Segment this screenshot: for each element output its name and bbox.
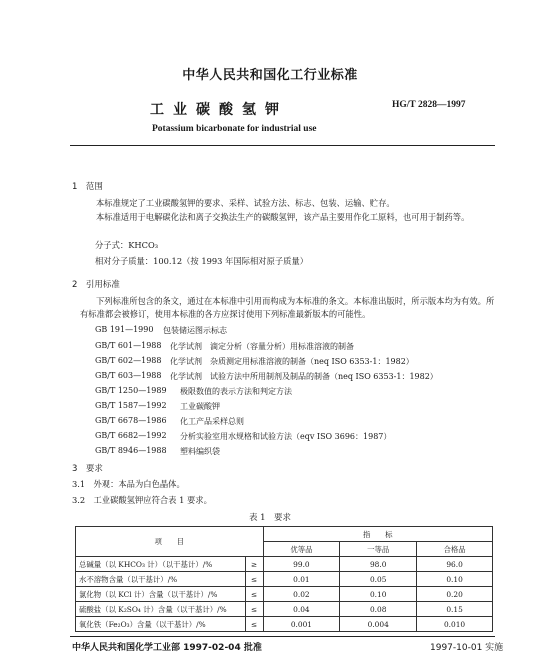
ref-code: GB/T 6678—1986 <box>95 416 167 425</box>
row-operator: ≤ <box>245 587 263 602</box>
section-2-heading: 2 引用标准 <box>72 280 120 290</box>
row-operator: ≥ <box>245 557 263 572</box>
row-value: 0.001 <box>263 617 340 632</box>
section-1-paragraph-2: 本标准适用于电解碳化法和离子交换法生产的碳酸氢钾，该产品主要用作化工原料，也可用于制药等。 <box>96 212 470 222</box>
row-value: 0.05 <box>340 572 417 587</box>
header-rule <box>70 145 495 146</box>
column-header-index: 指 标 <box>263 527 493 542</box>
grade-header: 合格品 <box>417 542 493 557</box>
column-header-item: 项 目 <box>76 527 264 557</box>
ref-title: 化工产品采样总则 <box>180 417 244 426</box>
row-operator: ≤ <box>245 572 263 587</box>
document-title: 工业碳酸氢钾 <box>150 102 288 118</box>
requirement-3-2: 3.2 工业碳酸氢钾应符合表 1 要求。 <box>72 495 212 505</box>
ref-title: 塑料编织袋 <box>180 447 220 456</box>
ref-code: GB/T 602—1988 <box>95 356 162 365</box>
row-value: 0.20 <box>417 587 493 602</box>
row-value: 0.15 <box>417 602 493 617</box>
row-value: 0.10 <box>340 587 417 602</box>
ref-code: GB/T 1250—1989 <box>95 386 167 395</box>
ref-code: GB/T 8946—1988 <box>95 446 167 455</box>
section-1-heading: 1 范围 <box>72 182 103 192</box>
english-title: Potassium bicarbonate for industrial use <box>152 124 317 134</box>
section-2-intro: 下列标准所包含的条文，通过在本标准中引用而构成为本标准的条文。本标准出版时，所示版本均为有效。所有标准都会被修订，使用本标准的各方应探讨使用下列标准最新版本的可能性。 <box>80 296 495 319</box>
requirement-3-1: 3.1 外观：本品为白色晶体。 <box>72 479 185 489</box>
row-value: 0.004 <box>340 617 417 632</box>
requirements-table <box>75 526 493 632</box>
row-operator: ≤ <box>245 617 263 632</box>
standard-code: HG/T 2828—1997 <box>392 100 466 110</box>
ref-code: GB/T 603—1988 <box>95 371 162 380</box>
footer-rule <box>70 636 495 637</box>
table-row <box>76 602 493 617</box>
ref-title: 化学试剂 试验方法中所用制剂及制品的制备（neq ISO 6353-1：1982） <box>170 372 438 381</box>
ref-title: 分析实验室用水规格和试验方法（eqv ISO 3696：1987） <box>180 432 392 441</box>
table-header-row <box>76 527 493 542</box>
ref-title: 包装储运图示标志 <box>163 326 227 335</box>
table-row <box>76 557 493 572</box>
row-value: 0.010 <box>417 617 493 632</box>
section-1-paragraph-1: 本标准规定了工业碳酸氢钾的要求、采样、试验方法、标志、包装、运输、贮存。 <box>96 198 395 208</box>
grade-header: 一等品 <box>340 542 417 557</box>
row-value: 0.04 <box>263 602 340 617</box>
table-row <box>76 617 493 632</box>
row-value: 98.0 <box>340 557 417 572</box>
table-row <box>76 587 493 602</box>
row-value: 96.0 <box>417 557 493 572</box>
ref-title: 化学试剂 杂质测定用标准溶液的制备（neq ISO 6353-1：1982） <box>170 357 414 366</box>
ref-title: 工业碳酸钾 <box>180 402 220 411</box>
row-value: 0.10 <box>417 572 493 587</box>
ref-title: 极限数值的表示方法和判定方法 <box>180 387 292 396</box>
row-value: 99.0 <box>263 557 340 572</box>
row-item: 氯化物（以 KCl 计）含量（以干基计）/% <box>76 587 246 602</box>
row-item: 硫酸盐（以 K₂SO₄ 计）含量（以干基计）/% <box>76 602 246 617</box>
molecular-mass: 相对分子质量：100.12（按 1993 年国际相对原子质量） <box>95 256 309 266</box>
ref-title: 化学试剂 滴定分析（容量分析）用标准溶液的制备 <box>170 342 354 351</box>
section-3-heading: 3 要求 <box>72 464 103 474</box>
implementation-date: 1997-10-01 实施 <box>430 643 504 653</box>
ref-code: GB/T 6682—1992 <box>95 431 167 440</box>
molecular-formula: 分子式：KHCO₃ <box>95 240 159 250</box>
row-item: 总碱量（以 KHCO₃ 计）（以干基计）/% <box>76 557 246 572</box>
grade-header: 优等品 <box>263 542 340 557</box>
row-item: 氧化铁（Fe₂O₃）含量（以干基计）/% <box>76 617 246 632</box>
approval-line: 中华人民共和国化学工业部 1997-02-04 批准 <box>72 643 262 653</box>
table-caption: 表 1 要求 <box>248 513 292 523</box>
ref-code: GB/T 601—1988 <box>95 341 162 350</box>
row-value: 0.02 <box>263 587 340 602</box>
row-item: 水不溶物含量（以干基计）/% <box>76 572 246 587</box>
row-value: 0.01 <box>263 572 340 587</box>
row-operator: ≤ <box>245 602 263 617</box>
ref-code: GB/T 1587—1992 <box>95 401 167 410</box>
standard-organization: 中华人民共和国化工行业标准 <box>182 68 358 83</box>
table-row <box>76 572 493 587</box>
ref-code: GB 191—1990 <box>95 325 154 334</box>
row-value: 0.08 <box>340 602 417 617</box>
